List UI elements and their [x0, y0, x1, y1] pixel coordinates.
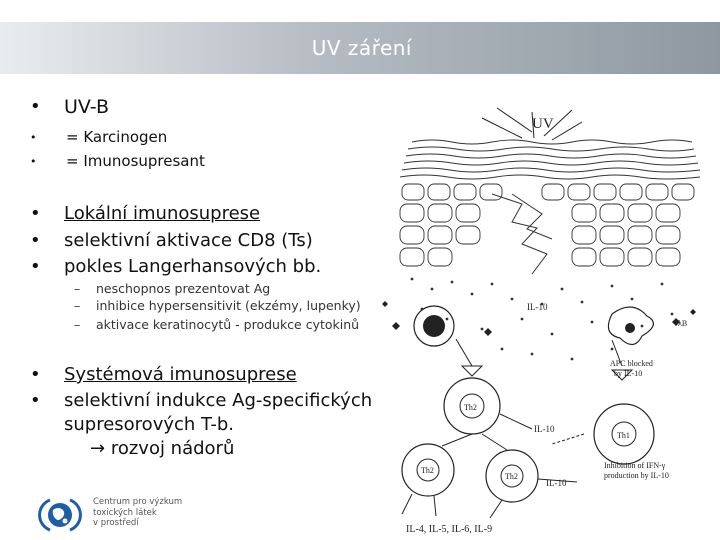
cytokines-label: IL-4, IL-5, IL-6, IL-9: [406, 524, 493, 535]
bullet-dot: •: [30, 155, 37, 168]
apc-blocked-1: APC blocked: [610, 359, 653, 368]
inhibition-label-1: Inhibition of IFN-γ: [604, 461, 666, 470]
apc-blocked-2: by IL-10: [614, 369, 643, 378]
bullet-text: [90, 438, 234, 459]
rozvoj-text: rozvoj nádorů: [110, 438, 235, 459]
bullet-text: selektivní indukce Ag-specifických: [64, 390, 373, 411]
bullet-dot: •: [30, 364, 41, 385]
th1-label: Th1: [617, 431, 630, 440]
bullet-text: = Karcinogen: [66, 128, 168, 146]
dash: –: [74, 281, 81, 296]
logo-icon: [36, 496, 84, 534]
bullet-dot: •: [30, 96, 41, 117]
bullet-text: pokles Langerhansových bb.: [64, 256, 322, 277]
logo-line-1: Centrum pro výzkum: [93, 497, 183, 507]
dash: –: [74, 298, 81, 313]
dash: –: [74, 317, 81, 332]
logo-line-3: v prostředí: [93, 518, 139, 528]
th2-label-b: Th2: [421, 466, 434, 475]
subitem-text: aktivace keratinocytů - produkce cytokinů: [96, 317, 360, 332]
bullet-text: Lokální imunosuprese: [64, 203, 261, 224]
inhibition-label-2: production by IL-10: [604, 471, 669, 480]
bullet-text: UV-B: [64, 96, 110, 118]
th2-label-a: Th2: [464, 403, 477, 412]
skin-immunology-figure: [372, 104, 716, 540]
bullet-dot: •: [30, 256, 41, 277]
il10-label-mid: IL-10: [534, 424, 555, 434]
logo-text: [93, 497, 182, 529]
bullet-dot: •: [30, 390, 41, 411]
subitem-text: neschopnos prezentovat Ag: [96, 281, 271, 296]
slide-title: UV záření: [311, 36, 412, 60]
bullet-text: supresorových T-b.: [64, 414, 235, 435]
arrow-icon: →: [90, 438, 106, 459]
bullet-text: = Imunosupresant: [66, 152, 205, 170]
lambda-label: λB: [678, 319, 688, 328]
title-bar: [0, 22, 720, 74]
bullet-dot: •: [30, 203, 41, 224]
bullet-text: selektivní aktivace CD8 (Ts): [64, 230, 313, 251]
il10-label-top: IL-10: [527, 302, 548, 312]
th2-label-c: Th2: [505, 472, 518, 481]
uv-label: UV: [532, 116, 554, 132]
subitem-text: inhibice hypersensitivit (ekzémy, lupenky): [96, 298, 361, 313]
logo-line-2: toxických látek: [93, 507, 157, 518]
bullet-text: Systémová imunosuprese: [64, 364, 297, 385]
bullet-dot: •: [30, 131, 37, 144]
bullet-dot: •: [30, 230, 41, 251]
il10-label-bottom: IL-10: [546, 478, 567, 488]
